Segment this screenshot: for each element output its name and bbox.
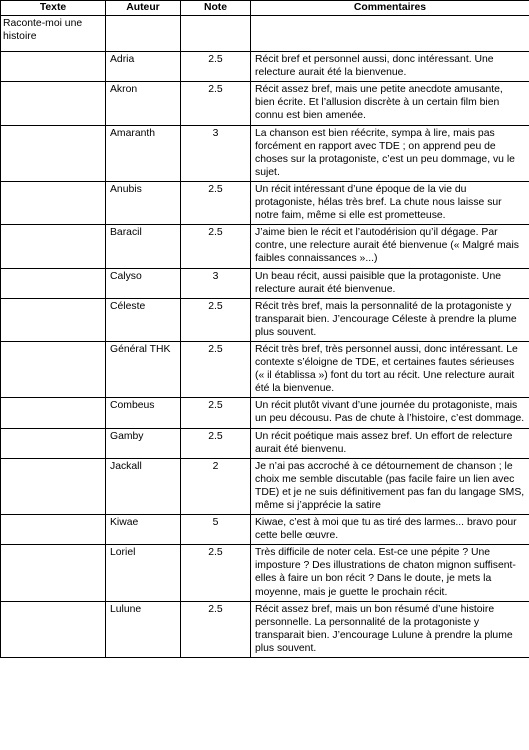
texte-cell (1, 601, 106, 657)
note-cell: 2.5 (181, 545, 251, 601)
table-row (1, 341, 529, 397)
table-row (1, 82, 529, 125)
texte-cell (1, 428, 106, 458)
note-cell: 2.5 (181, 398, 251, 428)
commentaire-cell: Récit très bref, mais la personnalité de la protagoniste y transparait bien. J’encourage Céleste à prendre la plume plus souvent. (251, 298, 529, 341)
commentaire-cell: Très difficile de noter cela. Est-ce une pépite ? Une imposture ? Des illustrations de chaton mignon suffisent-elles à faire un bon récit ? Dans le doute, je mets la moyenne, mais je guette le prochain récit. (251, 545, 529, 601)
commentaire-cell: Récit assez bref, mais un bon résumé d’une histoire personnelle. La personnalité de la protagoniste y transparait bien. J’encourage Lulune à prendre la plume plus souvent. (251, 601, 529, 657)
empty-cell (106, 16, 181, 52)
table-row (1, 545, 529, 601)
auteur-cell: Akron (106, 82, 181, 125)
table-row (1, 601, 529, 657)
empty-cell (251, 16, 529, 52)
texte-title: Raconte-moi une histoire (1, 16, 106, 52)
note-cell: 2.5 (181, 341, 251, 397)
texte-cell (1, 52, 106, 82)
auteur-cell: Gamby (106, 428, 181, 458)
header-auteur: Auteur (106, 1, 181, 16)
auteur-cell: Baracil (106, 225, 181, 268)
auteur-cell: Combeus (106, 398, 181, 428)
table-row (1, 181, 529, 224)
note-cell: 5 (181, 515, 251, 545)
texte-cell (1, 125, 106, 181)
commentaire-cell: Récit assez bref, mais une petite anecdote amusante, bien écrite. Et l’allusion discrète à un certain film bien connu est bien amenée. (251, 82, 529, 125)
auteur-cell: Adria (106, 52, 181, 82)
table-body (1, 16, 529, 658)
note-cell: 2.5 (181, 82, 251, 125)
texte-cell (1, 398, 106, 428)
note-cell: 3 (181, 268, 251, 298)
commentaire-cell: Récit très bref, très personnel aussi, donc intéressant. Le contexte s’éloigne de TDE, et certaines fautes sérieuses (« il établissa ») font du tort au récit. Une relecture aurait été la bienvenue. (251, 341, 529, 397)
commentaire-cell: Je n’ai pas accroché à ce détournement de chanson ; le choix me semble discutable (pas facile faire un lien avec TDE) et je ne suis définitivement pas fan du langage SMS, même si j’apprécie la satire (251, 458, 529, 514)
note-cell: 2.5 (181, 428, 251, 458)
texte-cell (1, 545, 106, 601)
auteur-cell: Amaranth (106, 125, 181, 181)
table-row (1, 515, 529, 545)
note-cell: 2.5 (181, 181, 251, 224)
texte-cell (1, 181, 106, 224)
commentaire-cell: Récit bref et personnel aussi, donc intéressant. Une relecture aurait été la bienvenue. (251, 52, 529, 82)
table-row (1, 268, 529, 298)
table-row (1, 428, 529, 458)
note-cell: 2.5 (181, 298, 251, 341)
note-cell: 3 (181, 125, 251, 181)
texte-cell (1, 298, 106, 341)
header-row (1, 1, 529, 16)
commentaire-cell: Kiwae, c’est à moi que tu as tiré des larmes... bravo pour cette belle œuvre. (251, 515, 529, 545)
auteur-cell: Loriel (106, 545, 181, 601)
empty-cell (181, 16, 251, 52)
commentaire-cell: Un récit plutôt vivant d’une journée du protagoniste, mais un peu décousu. Pas de chute à l’histoire, c’est dommage. (251, 398, 529, 428)
note-cell: 2 (181, 458, 251, 514)
table-row (1, 225, 529, 268)
texte-cell (1, 458, 106, 514)
commentaire-cell: Un récit poétique mais assez bref. Un effort de relecture aurait été bienvenu. (251, 428, 529, 458)
auteur-cell: Général THK (106, 341, 181, 397)
commentaire-cell: La chanson est bien réécrite, sympa à lire, mais pas forcément en rapport avec TDE ; on apprend peu de choses sur la protagoniste, c’est un peu dommage, vu le sujet. (251, 125, 529, 181)
commentaire-cell: Un beau récit, aussi paisible que la protagoniste. Une relecture aurait été bienvenue. (251, 268, 529, 298)
texte-cell (1, 82, 106, 125)
texte-cell (1, 225, 106, 268)
commentaire-cell: J’aime bien le récit et l’autodérision qu’il dégage. Par contre, une relecture aurait été bienvenue (« Malgré mais faibles connaissances »...) (251, 225, 529, 268)
auteur-cell: Lulune (106, 601, 181, 657)
table-row (1, 458, 529, 514)
table-row (1, 398, 529, 428)
note-cell: 2.5 (181, 601, 251, 657)
table-row (1, 298, 529, 341)
auteur-cell: Céleste (106, 298, 181, 341)
commentaire-cell: Un récit intéressant d’une époque de la vie du protagoniste, hélas très bref. La chute nous laisse sur notre faim, même si elle est prometteuse. (251, 181, 529, 224)
auteur-cell: Calyso (106, 268, 181, 298)
note-cell: 2.5 (181, 52, 251, 82)
auteur-cell: Jackall (106, 458, 181, 514)
header-texte: Texte (1, 1, 106, 16)
table-row (1, 52, 529, 82)
header-note: Note (181, 1, 251, 16)
header-commentaires: Commentaires (251, 1, 529, 16)
auteur-cell: Kiwae (106, 515, 181, 545)
texte-cell (1, 515, 106, 545)
texte-cell (1, 268, 106, 298)
table-row (1, 125, 529, 181)
title-row (1, 16, 529, 52)
texte-cell (1, 341, 106, 397)
note-cell: 2.5 (181, 225, 251, 268)
auteur-cell: Anubis (106, 181, 181, 224)
